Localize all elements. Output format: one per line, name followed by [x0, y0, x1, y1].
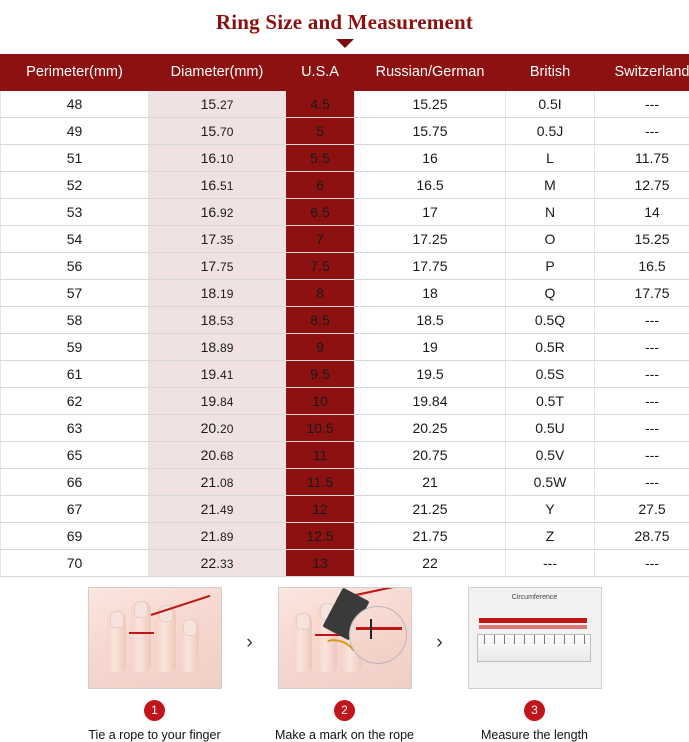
step-1-caption: Tie a rope to your finger	[88, 728, 220, 742]
step-2-number: 2	[334, 700, 355, 721]
cell-british: N	[506, 199, 595, 226]
cell-perimeter: 54	[1, 226, 149, 253]
cell-british: Q	[506, 280, 595, 307]
cell-perimeter: 52	[1, 172, 149, 199]
cell-diameter: 20.20	[149, 415, 286, 442]
table-row	[1, 442, 689, 469]
cell-switzerland: ---	[595, 469, 689, 496]
table-row	[1, 172, 689, 199]
cell-switzerland: ---	[595, 388, 689, 415]
cell-perimeter: 65	[1, 442, 149, 469]
cell-switzerland: 11.75	[595, 145, 689, 172]
step-3	[455, 587, 615, 742]
cell-russian-german: 15.75	[355, 118, 506, 145]
ruler-icon	[477, 634, 591, 662]
table-row	[1, 334, 689, 361]
cell-perimeter: 53	[1, 199, 149, 226]
table-row	[1, 307, 689, 334]
cell-russian-german: 18	[355, 280, 506, 307]
cell-diameter: 18.19	[149, 280, 286, 307]
cell-diameter: 18.89	[149, 334, 286, 361]
column-header-russian-german: Russian/German	[355, 55, 506, 91]
table-row	[1, 361, 689, 388]
cell-switzerland: 14	[595, 199, 689, 226]
cell-switzerland: ---	[595, 550, 689, 577]
cell-usa: 13	[286, 550, 355, 577]
cell-usa: 5	[286, 118, 355, 145]
cell-diameter: 21.49	[149, 496, 286, 523]
table-row	[1, 496, 689, 523]
cell-usa: 12	[286, 496, 355, 523]
cell-usa: 11	[286, 442, 355, 469]
table-row	[1, 415, 689, 442]
step-1	[75, 587, 235, 742]
cell-diameter: 21.08	[149, 469, 286, 496]
cell-british: 0.5U	[506, 415, 595, 442]
cell-diameter: 16.51	[149, 172, 286, 199]
cell-switzerland: 12.75	[595, 172, 689, 199]
cell-usa: 10	[286, 388, 355, 415]
step-3-caption: Measure the length	[481, 728, 588, 742]
column-header-british: British	[506, 55, 595, 91]
cell-perimeter: 66	[1, 469, 149, 496]
cell-russian-german: 20.25	[355, 415, 506, 442]
cell-british: 0.5S	[506, 361, 595, 388]
cell-diameter: 19.84	[149, 388, 286, 415]
cell-perimeter: 51	[1, 145, 149, 172]
cell-diameter: 16.92	[149, 199, 286, 226]
step-1-image	[88, 587, 222, 689]
table-row	[1, 280, 689, 307]
cell-usa: 12.5	[286, 523, 355, 550]
column-header-perimeter: Perimeter(mm)	[1, 55, 149, 91]
table-row	[1, 253, 689, 280]
cell-russian-german: 21.25	[355, 496, 506, 523]
cell-switzerland: 16.5	[595, 253, 689, 280]
cell-usa: 6.5	[286, 199, 355, 226]
cell-russian-german: 18.5	[355, 307, 506, 334]
cell-perimeter: 56	[1, 253, 149, 280]
cell-switzerland: 17.75	[595, 280, 689, 307]
cell-british: M	[506, 172, 595, 199]
page-title: Ring Size and Measurement	[0, 0, 689, 35]
cell-british: 0.5I	[506, 91, 595, 118]
cell-diameter: 21.89	[149, 523, 286, 550]
cell-british: 0.5W	[506, 469, 595, 496]
cell-british: 0.5J	[506, 118, 595, 145]
cell-british: ---	[506, 550, 595, 577]
cell-russian-german: 21	[355, 469, 506, 496]
cell-russian-german: 17.25	[355, 226, 506, 253]
table-row	[1, 469, 689, 496]
cell-russian-german: 17.75	[355, 253, 506, 280]
step-2	[265, 587, 425, 742]
cell-british: 0.5R	[506, 334, 595, 361]
cell-british: O	[506, 226, 595, 253]
cell-russian-german: 20.75	[355, 442, 506, 469]
cell-diameter: 19.41	[149, 361, 286, 388]
table-row	[1, 550, 689, 577]
cell-perimeter: 69	[1, 523, 149, 550]
cell-perimeter: 63	[1, 415, 149, 442]
table-row	[1, 388, 689, 415]
cell-usa: 5.5	[286, 145, 355, 172]
cell-diameter: 15.27	[149, 91, 286, 118]
cell-switzerland: ---	[595, 442, 689, 469]
cell-russian-german: 21.75	[355, 523, 506, 550]
cell-british: L	[506, 145, 595, 172]
cell-switzerland: ---	[595, 91, 689, 118]
cell-switzerland: ---	[595, 361, 689, 388]
table-body	[1, 91, 689, 577]
cell-russian-german: 22	[355, 550, 506, 577]
column-header-switzerland: Switzerland	[595, 55, 689, 91]
cell-perimeter: 48	[1, 91, 149, 118]
cell-perimeter: 61	[1, 361, 149, 388]
cell-usa: 7.5	[286, 253, 355, 280]
cell-usa: 9.5	[286, 361, 355, 388]
cell-british: 0.5T	[506, 388, 595, 415]
step-3-number: 3	[524, 700, 545, 721]
cell-diameter: 15.70	[149, 118, 286, 145]
cell-usa: 6	[286, 172, 355, 199]
cell-russian-german: 19.84	[355, 388, 506, 415]
column-header-diameter: Diameter(mm)	[149, 55, 286, 91]
cell-diameter: 17.75	[149, 253, 286, 280]
cell-diameter: 22.33	[149, 550, 286, 577]
cell-perimeter: 67	[1, 496, 149, 523]
table-row	[1, 226, 689, 253]
cell-russian-german: 15.25	[355, 91, 506, 118]
cell-usa: 8.5	[286, 307, 355, 334]
cell-russian-german: 19.5	[355, 361, 506, 388]
cell-diameter: 18.53	[149, 307, 286, 334]
step-3-image	[468, 587, 602, 689]
cell-diameter: 20.68	[149, 442, 286, 469]
cell-perimeter: 57	[1, 280, 149, 307]
cell-perimeter: 58	[1, 307, 149, 334]
step-1-number: 1	[144, 700, 165, 721]
table-header-row	[1, 55, 689, 91]
cell-switzerland: ---	[595, 415, 689, 442]
cell-russian-german: 16.5	[355, 172, 506, 199]
cell-perimeter: 49	[1, 118, 149, 145]
step-2-caption: Make a mark on the rope	[275, 728, 414, 742]
measurement-steps	[0, 587, 689, 742]
cell-british: Z	[506, 523, 595, 550]
cell-russian-german: 17	[355, 199, 506, 226]
cell-usa: 4.5	[286, 91, 355, 118]
table-row	[1, 523, 689, 550]
cell-switzerland: 15.25	[595, 226, 689, 253]
cell-usa: 9	[286, 334, 355, 361]
cell-usa: 8	[286, 280, 355, 307]
cell-switzerland: 27.5	[595, 496, 689, 523]
ring-size-table	[0, 54, 689, 577]
cell-perimeter: 59	[1, 334, 149, 361]
ruler-label: Circumference	[469, 594, 601, 601]
cell-british: P	[506, 253, 595, 280]
cell-usa: 7	[286, 226, 355, 253]
cell-british: 0.5V	[506, 442, 595, 469]
table-row	[1, 199, 689, 226]
cell-usa: 10.5	[286, 415, 355, 442]
cell-perimeter: 70	[1, 550, 149, 577]
cell-usa: 11.5	[286, 469, 355, 496]
table-row	[1, 118, 689, 145]
cell-british: Y	[506, 496, 595, 523]
cell-switzerland: 28.75	[595, 523, 689, 550]
cell-russian-german: 19	[355, 334, 506, 361]
table-row	[1, 91, 689, 118]
cell-diameter: 17.35	[149, 226, 286, 253]
column-header-usa: U.S.A	[286, 55, 355, 91]
cell-switzerland: ---	[595, 307, 689, 334]
zoom-detail-circle	[349, 606, 407, 664]
arrow-2-icon: ›	[429, 632, 451, 654]
cell-british: 0.5Q	[506, 307, 595, 334]
cell-switzerland: ---	[595, 118, 689, 145]
step-2-image	[278, 587, 412, 689]
caret-down-icon	[336, 39, 354, 48]
table-row	[1, 145, 689, 172]
cell-switzerland: ---	[595, 334, 689, 361]
cell-perimeter: 62	[1, 388, 149, 415]
arrow-1-icon: ›	[239, 632, 261, 654]
cell-russian-german: 16	[355, 145, 506, 172]
cell-diameter: 16.10	[149, 145, 286, 172]
